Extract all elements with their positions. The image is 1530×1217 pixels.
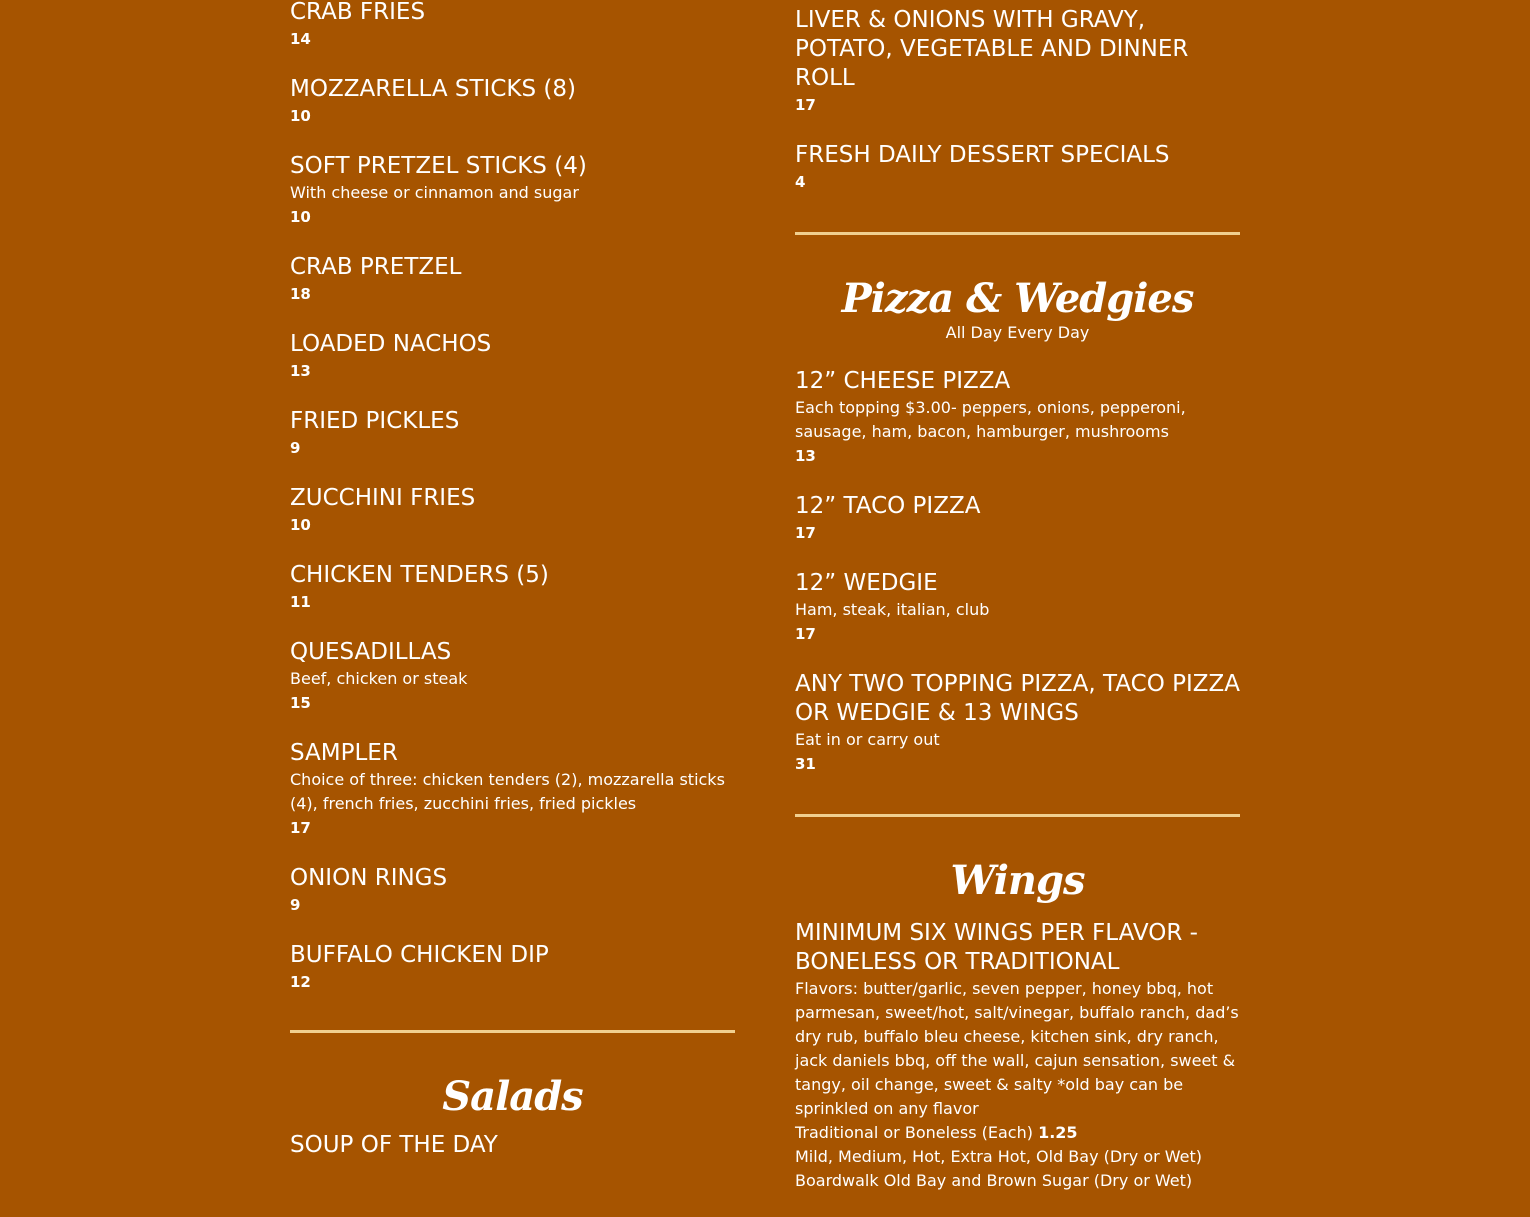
item-price: 11 [290, 593, 311, 611]
item-title: 12” TACO PIZZA [795, 493, 981, 519]
section-title: Wings [950, 857, 1085, 904]
salads-section-header [290, 1033, 735, 1121]
item-price: 10 [290, 516, 311, 534]
item-description: Choice of three: chicken tenders (2), mozzarella sticks (4), french fries, zucchini fries, fried pickles [290, 770, 725, 813]
menu-item [290, 253, 735, 306]
menu-item [290, 561, 735, 614]
item-price: 9 [290, 896, 301, 914]
item-price: 14 [290, 30, 311, 48]
menu-item [290, 407, 735, 460]
item-description: Each topping $3.00- peppers, onions, pepperoni, sausage, ham, bacon, hamburger, mushrooms [795, 398, 1186, 441]
item-price: 4 [795, 173, 806, 191]
item-title: CHICKEN TENDERS (5) [290, 562, 549, 588]
item-title: FRIED PICKLES [290, 408, 460, 434]
wings-section-header [795, 817, 1240, 905]
menu-item [290, 1131, 735, 1160]
menu-item [795, 141, 1240, 194]
item-price: 12 [290, 973, 311, 991]
menu-item [795, 492, 1240, 545]
heat-levels: Mild, Medium, Hot, Extra Hot, Old Bay (Dry or Wet) [795, 1147, 1203, 1166]
item-title: 12” WEDGIE [795, 570, 938, 596]
menu-item [290, 739, 735, 840]
item-title: 12” CHEESE PIZZA [795, 368, 1011, 394]
menu-item [290, 330, 735, 383]
menu-item [290, 152, 735, 229]
section-subtitle: All Day Every Day [945, 323, 1090, 342]
item-price: 10 [290, 208, 311, 226]
item-title: QUESADILLAS [290, 639, 452, 665]
item-price: 17 [795, 625, 816, 643]
item-title: ZUCCHINI FRIES [290, 485, 476, 511]
item-price: 10 [290, 107, 311, 125]
item-title: MINIMUM SIX WINGS PER FLAVOR - BONELESS OR TRADITIONAL [795, 920, 1198, 975]
item-price: 17 [290, 819, 311, 837]
menu-item [290, 864, 735, 917]
item-description: Beef, chicken or steak [290, 669, 468, 688]
item-title: ONION RINGS [290, 865, 448, 891]
menu-item [795, 569, 1240, 646]
menu-item [795, 6, 1240, 117]
menu-item [290, 941, 735, 994]
menu-item [290, 638, 735, 715]
pizza-section-header [795, 235, 1240, 343]
item-title: ANY TWO TOPPING PIZZA, TACO PIZZA OR WEDGIE & 13 WINGS [795, 671, 1241, 726]
menu-item [290, 0, 735, 51]
menu-item [290, 484, 735, 537]
menu-item [290, 75, 735, 128]
menu-item [795, 670, 1240, 776]
section-title: Salads [442, 1073, 583, 1120]
item-price: 15 [290, 694, 311, 712]
item-price: 13 [290, 362, 311, 380]
item-description: Ham, steak, italian, club [795, 600, 990, 619]
item-price: 13 [795, 447, 816, 465]
item-description: Eat in or carry out [795, 730, 940, 749]
item-title: LOADED NACHOS [290, 331, 492, 357]
price-line [795, 1121, 1240, 1145]
price-label: Traditional or Boneless (Each) [795, 1123, 1033, 1142]
item-price: 31 [795, 755, 816, 773]
item-title: SOUP OF THE DAY [290, 1132, 498, 1158]
menu-item [795, 367, 1240, 468]
left-menu-column [290, 0, 735, 1184]
item-title: FRESH DAILY DESSERT SPECIALS [795, 142, 1170, 168]
right-menu-column [795, 6, 1240, 1217]
item-title: SAMPLER [290, 740, 398, 766]
item-price: 18 [290, 285, 311, 303]
item-title: CRAB FRIES [290, 0, 426, 25]
item-price: 1.25 [1038, 1123, 1078, 1142]
item-title: MOZZARELLA STICKS (8) [290, 76, 576, 102]
item-price: 17 [795, 524, 816, 542]
item-description: With cheese or cinnamon and sugar [290, 183, 579, 202]
extra-flavor-line: Boardwalk Old Bay and Brown Sugar (Dry or Wet) [795, 1171, 1193, 1190]
item-title: SOFT PRETZEL STICKS (4) [290, 153, 587, 179]
item-title: BUFFALO CHICKEN DIP [290, 942, 549, 968]
menu-item [795, 919, 1240, 1193]
item-title: CRAB PRETZEL [290, 254, 462, 280]
section-title: Pizza & Wedgies [841, 275, 1194, 322]
item-title: LIVER & ONIONS WITH GRAVY, POTATO, VEGETABLE AND DINNER ROLL [795, 7, 1189, 91]
item-description: Flavors: butter/garlic, seven pepper, honey bbq, hot parmesan, sweet/hot, salt/vinegar, buffalo ranch, dad’s dry rub, buffalo bleu cheese, kitchen sink, dry ranch, jack daniels bbq, off the wall, cajun sensation, sweet & tangy, oil change, sweet & salty *old bay can be sprinkled on any flavor [795, 979, 1239, 1118]
item-price: 9 [290, 439, 301, 457]
item-price: 17 [795, 96, 816, 114]
